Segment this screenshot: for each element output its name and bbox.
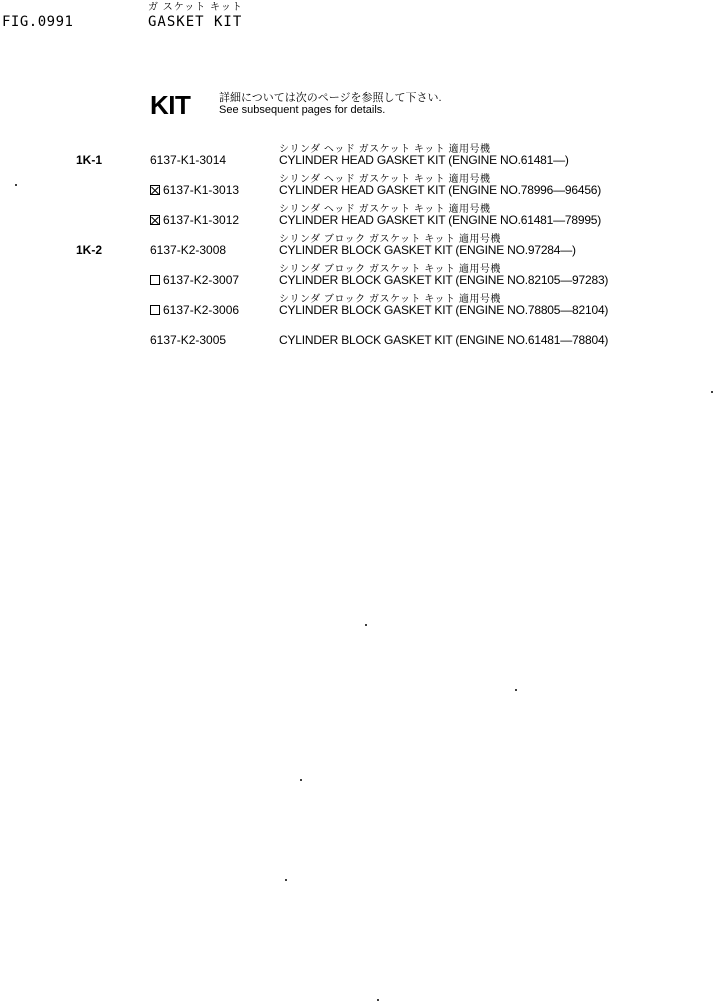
scan-speck — [300, 779, 302, 781]
parts-row — [0, 140, 715, 170]
description-japanese: シリンダ ブロック ガスケット キット 適用号機 — [279, 294, 501, 305]
scan-speck — [15, 184, 17, 186]
parts-row — [0, 200, 715, 230]
empty-box-icon — [150, 305, 160, 315]
description-english: CYLINDER BLOCK GASKET KIT (ENGINE NO.78805—82104) — [279, 303, 609, 317]
description-japanese: シリンダ ブロック ガスケット キット 適用号機 — [279, 234, 501, 245]
part-number[interactable] — [150, 183, 239, 197]
ref-number: 1K-1 — [76, 153, 103, 167]
crossed-box-icon — [150, 215, 160, 225]
page-title: GASKET KIT — [148, 14, 243, 30]
description-english: CYLINDER HEAD GASKET KIT (ENGINE NO.78996—96456) — [279, 183, 602, 197]
parts-row — [0, 290, 715, 320]
parts-row — [0, 230, 715, 260]
part-number[interactable] — [150, 213, 239, 227]
parts-row — [0, 170, 715, 200]
part-number-text: 6137-K2-3008 — [150, 243, 227, 257]
parts-row — [0, 320, 715, 350]
description-english: CYLINDER HEAD GASKET KIT (ENGINE NO.61481—) — [279, 153, 569, 167]
description-japanese: シリンダ ブロック ガスケット キット 適用号機 — [279, 264, 501, 275]
part-number[interactable] — [150, 153, 226, 167]
empty-box-icon — [150, 275, 160, 285]
ref-number: 1K-2 — [76, 243, 103, 257]
description-english: CYLINDER HEAD GASKET KIT (ENGINE NO.61481—78995) — [279, 213, 602, 227]
description-japanese: シリンダ ヘッド ガスケット キット 適用号機 — [279, 174, 491, 185]
part-number[interactable] — [150, 333, 226, 347]
note-english: See subsequent pages for details. — [219, 104, 386, 116]
scan-speck — [365, 624, 367, 626]
kit-heading: KIT — [150, 90, 191, 120]
crossed-box-icon — [150, 185, 160, 195]
title-japanese: ガ スケット キット — [148, 2, 243, 13]
scan-speck — [711, 391, 713, 393]
part-number-text: 6137-K2-3007 — [163, 273, 240, 287]
description-japanese: シリンダ ヘッド ガスケット キット 適用号機 — [279, 204, 491, 215]
parts-row — [0, 260, 715, 290]
part-number-text: 6137-K2-3005 — [150, 333, 227, 347]
scan-speck — [377, 999, 379, 1001]
part-number[interactable] — [150, 273, 239, 287]
part-number-text: 6137-K2-3006 — [163, 303, 240, 317]
figure-number: FIG.0991 — [2, 14, 74, 30]
description-japanese: シリンダ ヘッド ガスケット キット 適用号機 — [279, 144, 491, 155]
note-japanese: 詳細については次のページを参照して下さい. — [219, 92, 442, 104]
part-number[interactable] — [150, 303, 239, 317]
description-english: CYLINDER BLOCK GASKET KIT (ENGINE NO.61481—78804) — [279, 333, 609, 347]
description-english: CYLINDER BLOCK GASKET KIT (ENGINE NO.82105—97283) — [279, 273, 609, 287]
description-english: CYLINDER BLOCK GASKET KIT (ENGINE NO.97284—) — [279, 243, 576, 257]
part-number-text: 6137-K1-3013 — [163, 183, 240, 197]
part-number[interactable] — [150, 243, 226, 257]
scan-speck — [285, 879, 287, 881]
scan-speck — [515, 689, 517, 691]
part-number-text: 6137-K1-3012 — [163, 213, 240, 227]
part-number-text: 6137-K1-3014 — [150, 153, 227, 167]
